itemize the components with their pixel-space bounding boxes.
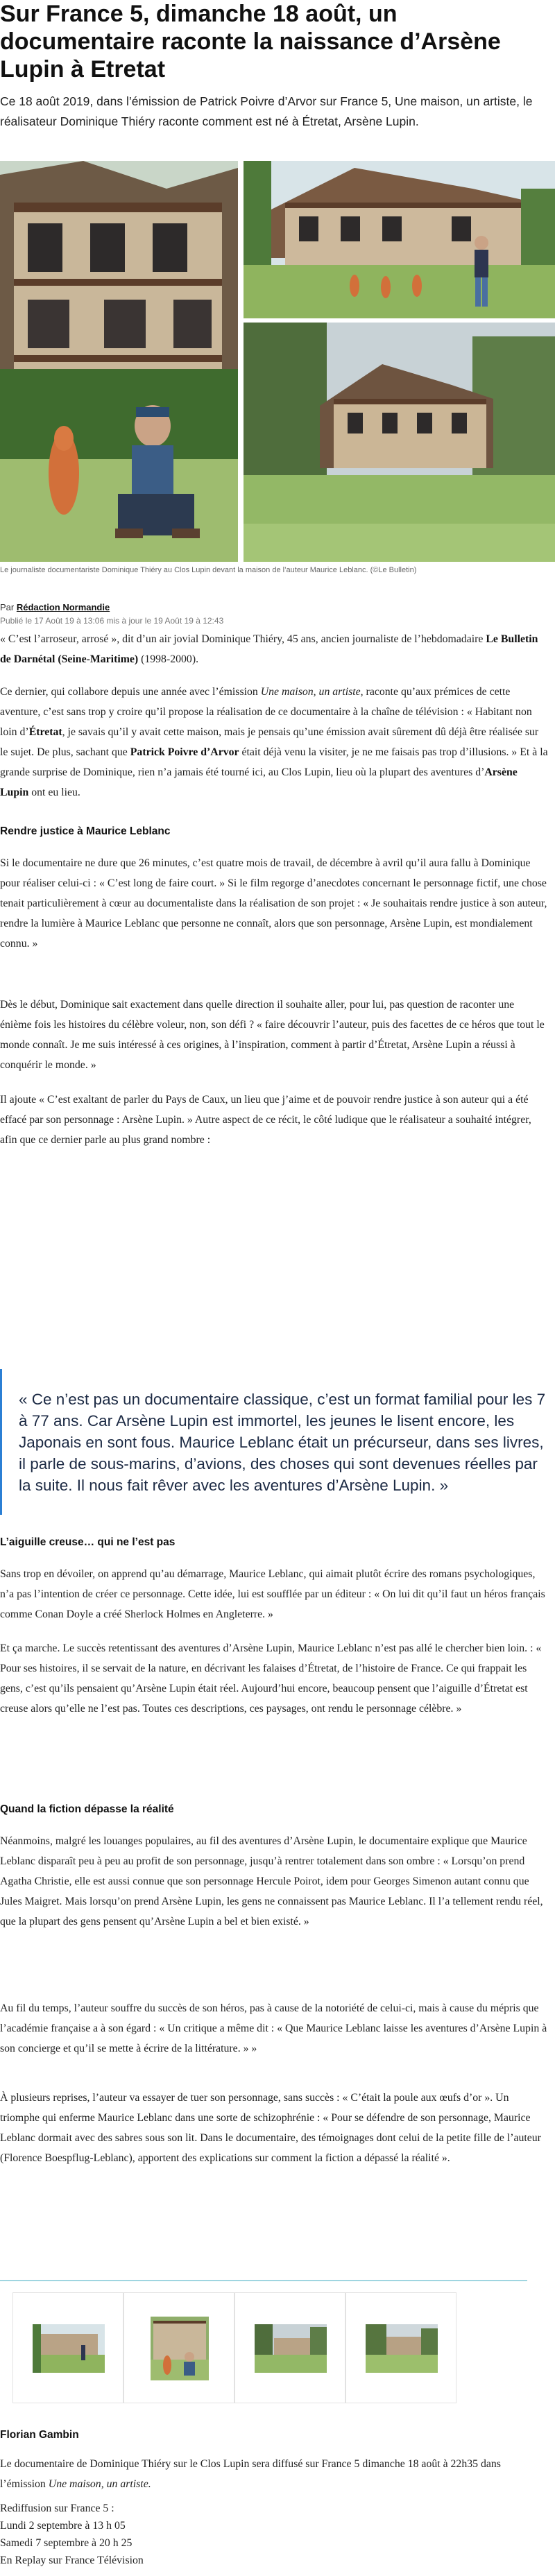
broadcast-info [0,2454,548,2494]
text-bold: Le Bulletin de Darnétal (Seine-Maritime) [0,633,538,665]
gallery-thumb-image [366,2324,438,2373]
gallery-thumb-image [151,2317,209,2380]
text-run: Le documentaire de Dominique Thiéry sur le Clos Lupin sera diffusé sur France 5 dimanche 18 août à 22h35 dans l’émission [0,2458,501,2490]
gallery-divider [0,2280,527,2281]
byline-author-link[interactable]: Rédaction Normandie [16,602,110,612]
paragraph-8: Néanmoins, malgré les louanges populaires, au fil des aventures d’Arsène Lupin, le documentaire explique que Maurice Leblanc disparaît peu à peu au profit de son personnage, jusqu’à rentrer totalement dans son ombre : « Lorsqu’on prend Agatha Christie, elle est aussi connue que son personnage Hercule Poirot, idem pour Georges Simenon autant connu que Jules Maigret. Mais lorsqu’on prend Arsène Lupin, les gens ne connaissent pas Maurice Leblanc. Il l’a tellement rendu réel, que la plupart des gens pensent qu’Arsène Lupin a bel et bien existé. » [0,1835,543,1927]
paragraph-6: Sans trop en dévoiler, on apprend qu’au démarrage, Maurice Leblanc, qui aimait plutôt écrire des romans psychologiques, n’a pas l’intention de créer ce personnage. Cette idée, lui est soufflée par un éditeur : « On lui dit qu’il faut un héros français comme Conan Doyle a créé Sherlock Holmes en Angleterre. » [0,1568,545,1620]
paragraph-3: Si le documentaire ne dure que 26 minutes, c’est quatre mois de travail, de décembre à avril qu’il aura fallu à Dominique pour réaliser celui-ci : « C’est long de faire court. » Si le film regorge d’anecdotes concernant le personnage fictif, une chose tenait particulièrement à cœur au documentaliste dans la réalisation de son projet : « Je souhaitais rendre justice à son auteur, rendre la lumière à Maurice Leblanc que personne ne connaît, alors que son personnage, Arsène Lupin, est mondialement connu. » [0,857,547,950]
text-run: Ce dernier, qui collabore depuis une année avec l’émission [0,686,261,698]
subheading-2: L’aiguille creuse… qui ne l’est pas [0,1536,176,1548]
article-author: Florian Gambin [0,2429,79,2441]
text-italic: Une maison, un artiste. [48,2478,151,2490]
photo-villa-garden[interactable] [244,161,555,318]
paragraph-2 [0,682,548,802]
text-bold: Étretat [28,726,62,738]
gallery-thumb-4[interactable] [345,2292,456,2403]
text-run: , je savais qu’il y avait cette maison, mais je pensais qu’une émission avait sûrement dû déjà être réalisée sur le sujet. De plus, sachant que [0,726,539,758]
paragraph-7: Et ça marche. Le succès retentissant des aventures d’Arsène Lupin, Maurice Leblanc n’est pas allé le chercher bien loin. : « Pour ses histoires, il se servait de la nature, en décrivant les falaises d’Étretat, de l’histoire de France. Ce qui frappait les gens, c’est qu’ils pensaient qu’Arsène Lupin était réel. Aujourd’hui encore, beaucoup pensent que l’aiguille d’Étretat est creuse alors qu’elle ne l’est pas. Toutes ces descriptions, ces paysages, ont rendu le personnage célèbre. » [0,1642,542,1715]
gallery-thumb-2[interactable] [123,2292,234,2403]
subheading-3: Quand la fiction dépasse la réalité [0,1803,174,1815]
subheading-1: Rendre justice à Maurice Leblanc [0,825,171,837]
gallery-thumb-1[interactable] [12,2292,123,2403]
pull-quote [0,1369,555,1515]
text-run: ont eu lieu. [28,787,80,798]
photo-documentarist[interactable] [0,161,238,562]
paragraph-10: À plusieurs reprises, l’auteur va essayer de tuer son personnage, sans succès : « C’était la poule aux œufs d’or ». Un triomphe qui enferme Maurice Leblanc dans une sorte de schizophrénie : « Pour se défendre de son personnage, Maurice Leblanc dormait avec des sabres sous son lit. Dans le documentaire, des témoignages dont celui de la petite fille de l’auteur (Florence Boespflug-Leblanc), apportent des explications sur comment la fiction a dépassé la réalité ». [0,2092,541,2164]
photo-caption: Le journaliste documentariste Dominique Thiéry au Clos Lupin devant la maison de l’auteur Maurice Leblanc. (©Le Bulletin) [0,566,417,574]
text-run: raconte qu’aux prémices de cette aventure, c’est sans trop y croire qu’il propose la réalisation de ce documentaire à la chaîne de télévision : « Habitant non loin d’ [0,686,532,738]
paragraph-1 [0,629,548,669]
rediffusion-title: Rediffusion sur France 5 : [0,2502,114,2514]
text-run: était déjà venu la visiter, je ne me faisais pas trop d’illusions. » Et à la grande surprise de Dominique, rien n’a jamais été tourné ici, au Clos Lupin, lieu où la plupart des aventures d’ [0,746,548,778]
photo-clos-lupin[interactable] [244,323,555,562]
text-run: « C’est l’arroseur, arrosé », dit d’un air jovial Dominique Thiéry, 45 ans, ancien journaliste de l’hebdomadaire [0,633,486,645]
article-lead: Ce 18 août 2019, dans l’émission de Patrick Poivre d’Arvor sur France 5, Une maison, un artiste, le réalisateur Dominique Thiéry raconte comment est né à Étretat, Arsène Lupin. [0,94,533,128]
article-title: Sur France 5, dimanche 18 août, un documentaire raconte la naissance d’Arsène Lupin à Etretat [0,1,501,83]
text-italic: Une maison, un artiste, [260,686,364,698]
publication-dates: Publié le 17 Août 19 à 13:06 mis à jour le 19 Août 19 à 12:43 [0,616,224,626]
gallery-thumb-3[interactable] [234,2292,345,2403]
paragraph-5: Il ajoute « C’est exaltant de parler du Pays de Caux, un lieu que j’aime et de pouvoir rendre justice à son auteur qui a été effacé par son personnage : Arsène Lupin. » Autre aspect de ce récit, le côté ludique que le réalisateur a souhaité intégrer, afin que ce dernier parle au plus grand nombre : [0,1094,531,1146]
text-bold: Patrick Poivre d’Arvor [130,746,239,758]
rediffusion-date-2: Samedi 7 septembre à 20 h 25 [0,2537,133,2549]
text-bold: Arsène Lupin [0,766,518,798]
byline [0,602,110,612]
text-run: (1998-2000). [138,653,199,665]
byline-prefix: Par [0,602,15,612]
rediffusion-date-1: Lundi 2 septembre à 13 h 05 [0,2520,126,2532]
rediffusion-replay: En Replay sur France Télévision [0,2554,144,2566]
paragraph-9: Au fil du temps, l’auteur souffre du succès de son héros, pas à cause de la notoriété de celui-ci, mais à cause du mépris que l’académie française a à son égard : « Un critique a même dit : « Que Maurice Leblanc laisse les aventures d’Arsène Lupin à son concierge et qu’il se mette à écrire de la littérature. » » [0,2002,547,2054]
pull-quote-text: « Ce n’est pas un documentaire classique, c’est un format familial pour les 7 à 77 ans. Car Arsène Lupin est immortel, les jeunes le lisent encore, les Japonais en sont fous. Maurice Leblanc était un précurseur, dans ses livres, il parle de sous-marins, d’avions, des choses qui sont devenues réelles par la suite. Il nous fait rêver avec les aventures d’Arsène Lupin. » [19,1391,546,1494]
gallery-thumb-image [33,2324,105,2373]
gallery-thumb-image [255,2324,327,2373]
paragraph-4: Dès le début, Dominique sait exactement dans quelle direction il souhaite aller, pour lui, pas question de raconter une énième fois les histoires du célèbre voleur, non, son défi ? « faire découvrir l’auteur, puis des facettes de ce héros que tout le monde connaît. Je me suis intéressé à ces origines, à l’inspiration, comment à partir d’Étretat, Arsène Lupin a réussi à conquérir le monde. » [0,999,545,1071]
